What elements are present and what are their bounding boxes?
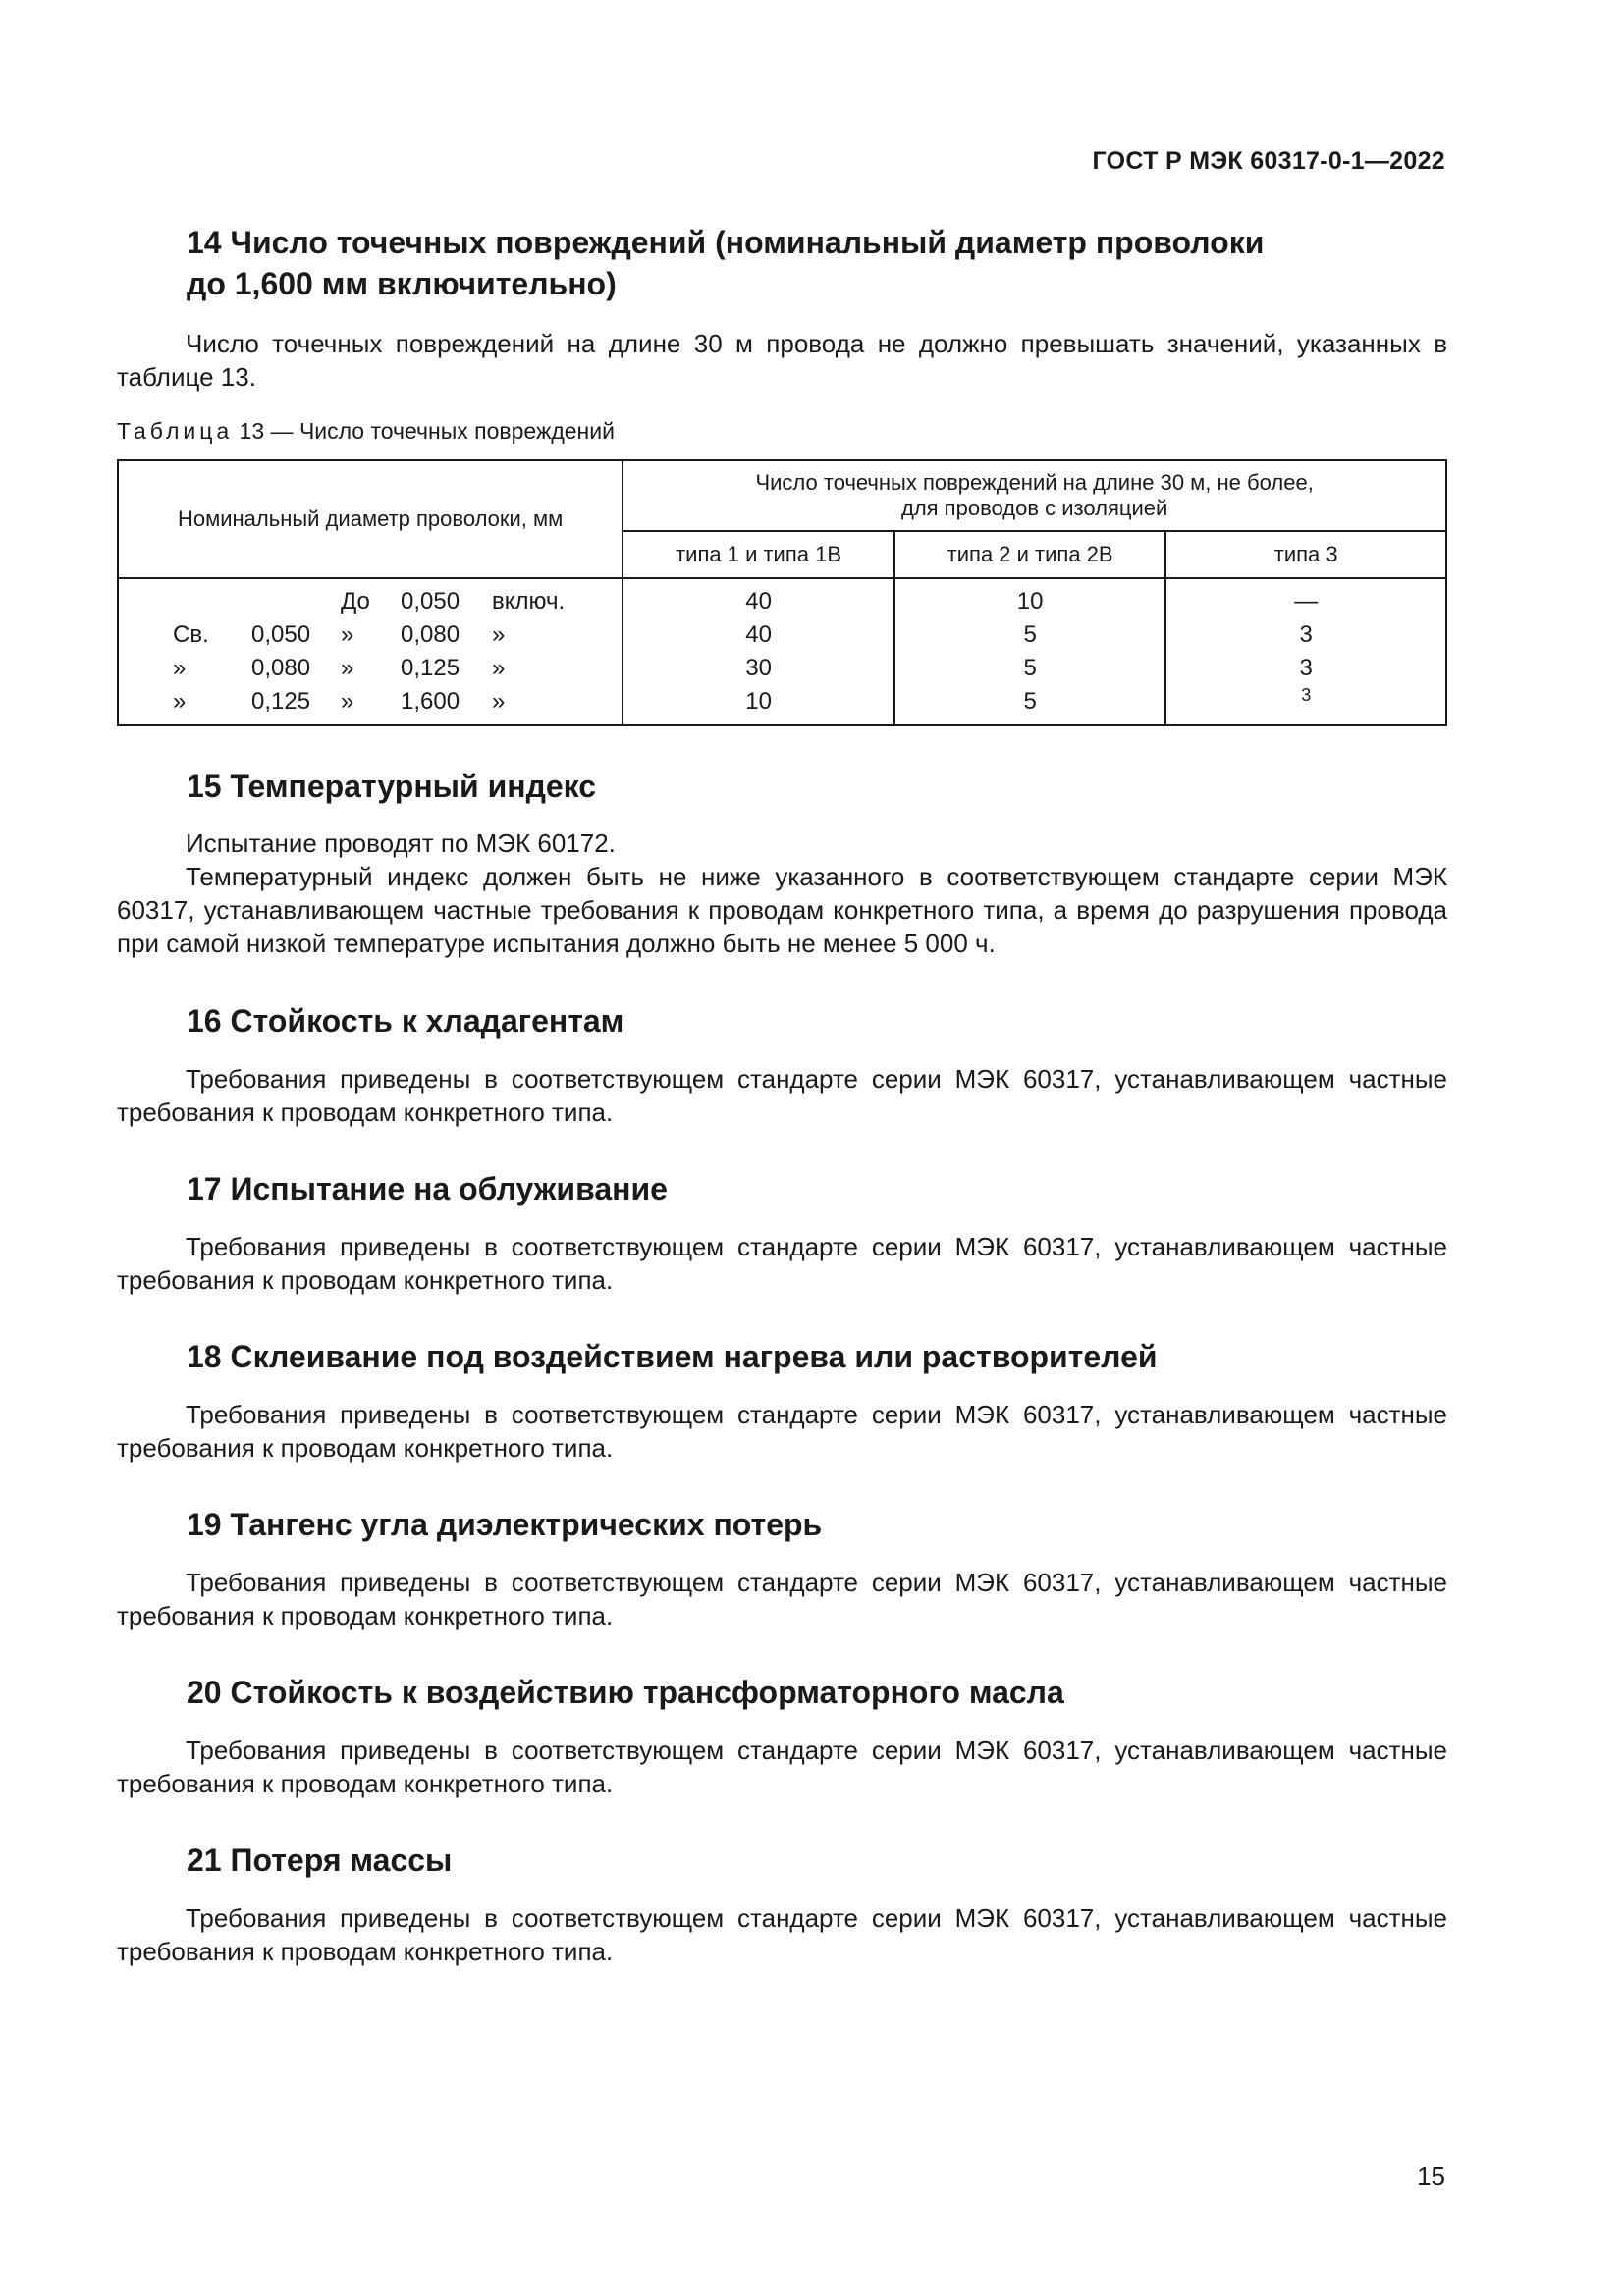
section-14-body (117, 327, 1447, 394)
section-heading: 19 Тангенс угла диэлектрических потерь (187, 1507, 823, 1542)
cell-text: До (341, 588, 370, 614)
table-row (118, 618, 1446, 652)
cell-text: » (341, 621, 354, 648)
cell-text: включ. (492, 588, 566, 614)
section-15-body (117, 827, 1447, 960)
cell-value: — (1165, 578, 1446, 618)
cell-text: » (341, 688, 354, 715)
cell-value: 3 (1165, 618, 1446, 652)
section-18-body (117, 1398, 1447, 1465)
cell-text: » (341, 655, 354, 681)
paragraph: Требования приведены в соответствующем стандарте серии МЭК 60317, устанавливающем частные требования к проводам конкретного типа. (117, 1232, 1447, 1295)
diameter-range (119, 685, 622, 719)
section-21 (187, 1840, 1453, 1881)
section-14 (187, 222, 1453, 304)
table-caption-label: Таблица (117, 418, 234, 444)
diameter-range (119, 618, 622, 652)
paragraph: Требования приведены в соответствующем стандарте серии МЭК 60317, устанавливающем частные требования к проводам конкретного типа. (117, 1735, 1447, 1798)
paragraph: Число точечных повреждений на длине 30 м провода не должно превышать значений, указанных в таблице 13. (117, 329, 1447, 392)
cell-text: 0,050 (401, 588, 460, 614)
section-21-body (117, 1901, 1447, 1968)
cell-value: 10 (623, 685, 894, 725)
section-16 (187, 1000, 1453, 1041)
cell-text: 3 (1301, 685, 1312, 705)
cell-value: 40 (623, 618, 894, 652)
paragraph: Требования приведены в соответствующем стандарте серии МЭК 60317, устанавливающем частные требования к проводам конкретного типа. (117, 1568, 1447, 1630)
diameter-range (119, 652, 622, 685)
section-17-body (117, 1230, 1447, 1297)
section-16-body (117, 1062, 1447, 1129)
paragraph: Испытание проводят по МЭК 60172. (186, 828, 616, 858)
section-heading: 17 Испытание на облуживание (187, 1171, 668, 1206)
cell-value: 5 (894, 652, 1166, 685)
table-caption-text: 13 — Число точечных повреждений (239, 418, 615, 444)
section-19 (187, 1504, 1453, 1545)
section-heading: 18 Склеивание под воздействием нагрева или растворителей (187, 1339, 1158, 1374)
section-heading: 20 Стойкость к воздействию трансформаторного масла (187, 1675, 1064, 1710)
section-19-body (117, 1566, 1447, 1632)
heading-line: до 1,600 мм включительно) (187, 266, 617, 301)
cell-text: 0,125 (251, 688, 311, 715)
table-row (118, 578, 1446, 618)
diameter-range (119, 585, 622, 618)
cell-value: 30 (623, 652, 894, 685)
cell-text: 0,080 (401, 621, 460, 648)
section-18 (187, 1336, 1453, 1377)
cell-text: 1,600 (401, 688, 460, 715)
header-type-3: типа 3 (1165, 531, 1446, 578)
paragraph: Температурный индекс должен быть не ниже указанного в соответствующем стандарте серии МЭК 60317, устанавливающем частные требования к проводам конкретного типа, а время до разрушения провода при самой низкой температуре испытания должно быть не менее 5 000 ч. (117, 862, 1447, 958)
cell-value: 10 (894, 578, 1166, 618)
section-20 (187, 1672, 1453, 1713)
section-20-body (117, 1734, 1447, 1800)
header-type-2: типа 2 и типа 2В (894, 531, 1166, 578)
document-code: ГОСТ Р МЭК 60317-0-1—2022 (1092, 147, 1445, 175)
table-caption (117, 418, 615, 445)
cell-value (1165, 685, 1446, 725)
cell-value: 3 (1165, 652, 1446, 685)
table-13 (117, 459, 1447, 726)
cell-text: Св. (173, 621, 209, 648)
cell-text: » (492, 655, 506, 681)
section-heading: 15 Температурный индекс (187, 769, 597, 804)
header-group (623, 460, 1446, 531)
paragraph: Требования приведены в соответствующем стандарте серии МЭК 60317, устанавливающем частные требования к проводам конкретного типа. (117, 1064, 1447, 1127)
cell-value: 5 (894, 618, 1166, 652)
section-heading (187, 222, 1453, 304)
header-type-1: типа 1 и типа 1В (623, 531, 894, 578)
table-row (118, 652, 1446, 685)
header-text: Номинальный диаметр проволоки, мм (178, 507, 564, 531)
cell-text: » (492, 688, 506, 715)
header-text: для проводов с изоляцией (900, 496, 1168, 520)
page-number: 15 (1417, 2162, 1445, 2191)
section-heading: 16 Стойкость к хладагентам (187, 1003, 624, 1039)
cell-text: 0,050 (251, 621, 311, 648)
cell-value: 5 (894, 685, 1166, 725)
paragraph: Требования приведены в соответствующем стандарте серии МЭК 60317, устанавливающем частные требования к проводам конкретного типа. (117, 1400, 1447, 1463)
cell-text: » (492, 621, 506, 648)
section-heading: 21 Потеря массы (187, 1842, 453, 1878)
header-text: Число точечных повреждений на длине 30 м, не более, (755, 470, 1314, 495)
table-row (118, 685, 1446, 725)
header-nominal-diameter (118, 460, 623, 578)
heading-line: 14 Число точечных повреждений (номинальный диаметр проволоки (187, 225, 1265, 260)
cell-text: 0,080 (251, 655, 311, 681)
section-17 (187, 1168, 1453, 1209)
cell-text: » (173, 655, 187, 681)
paragraph: Требования приведены в соответствующем стандарте серии МЭК 60317, устанавливающем частные требования к проводам конкретного типа. (117, 1903, 1447, 1966)
cell-text: » (173, 688, 187, 715)
cell-text: 0,125 (401, 655, 460, 681)
cell-value: 40 (623, 578, 894, 618)
section-15 (187, 766, 1453, 807)
